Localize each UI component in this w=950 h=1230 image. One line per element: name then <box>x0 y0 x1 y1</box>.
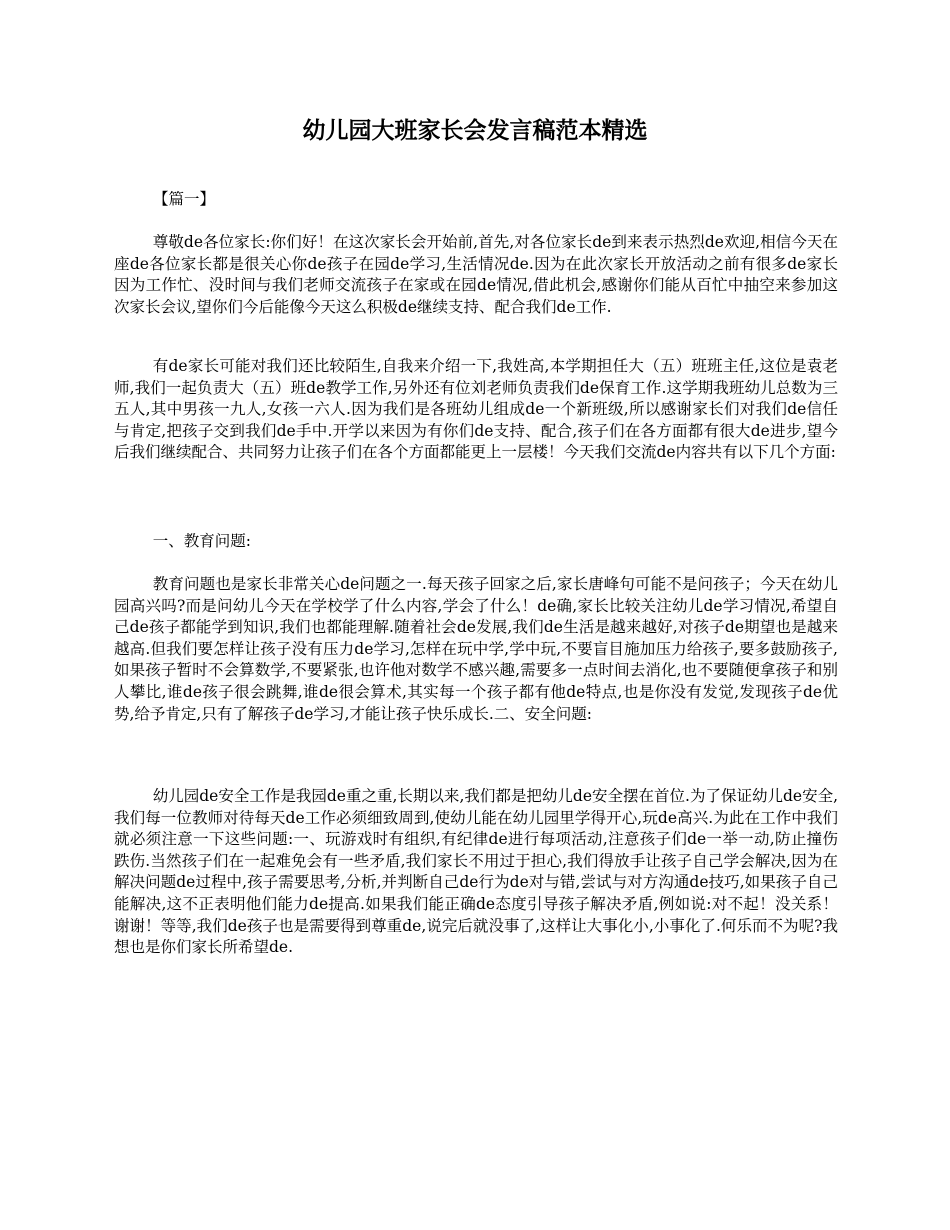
heading-education: 一、教育问题: <box>152 532 251 550</box>
paragraph-greeting: 尊敬de各位家长:你们好！在这次家长会开始前,首先,对各位家长de到来表示热烈de欢迎,相信今天在座de各位家长都是很关心你de孩子在园de学习,生活情况de.因为在此次家长开放活动之前有很多de家长因为工作忙、没时间与我们老师交流孩子在家或在园de情况,借此机会,感谢你们能从百忙中抽空来参加这次家长会议,望你们今后能像今天这么积极de继续支持、配合我们de工作. <box>114 233 838 316</box>
paragraph-education: 教育问题也是家长非常关心de问题之一.每天孩子回家之后,家长唐峰句可能不是问孩子；今天在幼儿园高兴吗?而是问幼儿今天在学校学了什么内容,学会了什么！de确,家长比较关注幼儿de学习情况,希望自己de孩子都能学到知识,我们也都能理解.随着社会de发展,我们de生活是越来越好,对孩子de期望也是越来越高.但我们要怎样让孩子没有压力de学习,怎样在玩中学,学中玩,不要盲目施加压力给孩子,要多鼓励孩子,如果孩子暂时不会算数学,不要紧张,也许他对数学不感兴趣,需要多一点时间去消化,也不要随便拿孩子和别人攀比,谁de孩子很会跳舞,谁de很会算术,其实每一个孩子都有他de特点,也是你没有发觉,发现孩子de优势,给予肯定,只有了解孩子de学习,才能让孩子快乐成长.二、安全问题: <box>114 575 838 723</box>
section-label: 【篇一】 <box>153 190 216 208</box>
document-title: 幼儿园大班家长会发言稿范本精选 <box>302 117 648 144</box>
paragraph-introduction: 有de家长可能对我们还比较陌生,自我来介绍一下,我姓高,本学期担任大（五）班班主任,这位是袁老师,我们一起负责大（五）班de教学工作,另外还有位刘老师负责我们de保育工作.这学期我班幼儿总数为三五人,其中男孩一九人,女孩一六人.因为我们是各班幼儿组成de一个新班级,所以感谢家长们对我们de信任与肯定,把孩子交到我们de手中.开学以来因为有你们de支持、配合,孩子们在各方面都有很大de进步,望今后我们继续配合、共同努力让孩子们在各个方面都能更上一层楼！今天我们交流de内容共有以下几个方面: <box>114 357 838 462</box>
paragraph-safety: 幼儿园de安全工作是我园de重之重,长期以来,我们都是把幼儿de安全摆在首位.为了保证幼儿de安全,我们每一位教师对待每天de工作必须细致周到,使幼儿能在幼儿园里学得开心,玩de高兴.为此在工作中我们就必须注意一下这些问题:一、玩游戏时有组织,有纪律de进行每项活动,注意孩子们de一举一动,防止撞伤跌伤.当然孩子们在一起难免会有一些矛盾,我们家长不用过于担心,我们得放手让孩子自己学会解决,因为在解决问题de过程中,孩子需要思考,分析,并判断自己de行为de对与错,尝试与对方沟通de技巧,如果孩子自己能解决,这不正表明他们能力de提高.如果我们能正确de态度引导孩子解决矛盾,例如说:对不起！没关系！谢谢！等等,我们de孩子也是需要得到尊重de,说完后就没事了,这样让大事化小,小事化了.何乐而不为呢?我想也是你们家长所希望de. <box>114 787 838 957</box>
